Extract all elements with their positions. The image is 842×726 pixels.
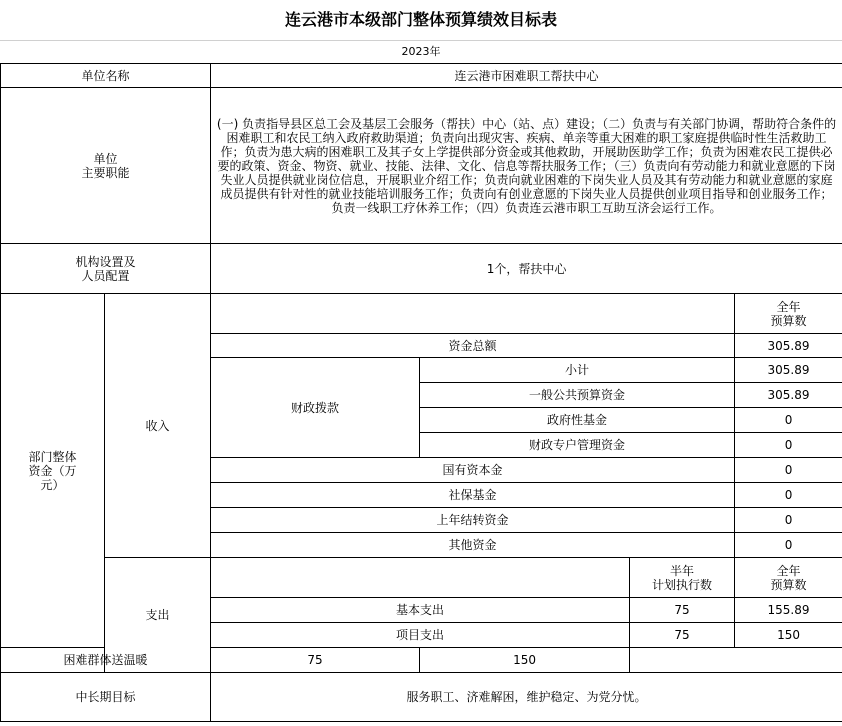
page-title: 连云港市本级部门整体预算绩效目标表 [284, 10, 557, 29]
income-header-full [735, 294, 842, 334]
expense-warmth-half: 75 [211, 648, 420, 673]
income-header-line1: 全年 [776, 299, 801, 314]
funds-label [1, 294, 105, 648]
fiscal-subtotal-label: 小计 [420, 358, 735, 383]
fiscal-special-value: 0 [735, 433, 842, 458]
fiscal-special-label: 财政专户管理资金 [420, 433, 735, 458]
other-income-label: 国有资本金 [211, 458, 735, 483]
income-header-blank [211, 294, 735, 334]
fiscal-gov-fund-value: 0 [735, 408, 842, 433]
org-value: 1个，帮扶中心 [211, 244, 842, 294]
unit-value: 连云港市困难职工帮扶中心 [211, 64, 842, 88]
other-income-value: 0 [735, 483, 842, 508]
goal-row [1, 673, 842, 722]
other-income-value: 0 [735, 458, 842, 483]
income-total-value: 305.89 [735, 334, 842, 358]
fiscal-subtotal-value: 305.89 [735, 358, 842, 383]
expense-header-half-line1: 半年 [670, 563, 695, 578]
other-income-value: 0 [735, 533, 842, 558]
expense-header-row [1, 558, 842, 598]
expense-basic-half: 75 [630, 598, 735, 623]
expense-header-blank [211, 558, 630, 598]
expense-warmth-full: 150 [420, 648, 630, 673]
income-label: 收入 [105, 294, 211, 558]
income-header-line2: 预算数 [770, 313, 807, 328]
unit-row [1, 64, 842, 88]
other-income-label: 社保基金 [211, 483, 735, 508]
expense-basic-label: 基本支出 [211, 598, 630, 623]
unit-label: 单位名称 [1, 64, 211, 88]
fiscal-general-value: 305.89 [735, 383, 842, 408]
expense-header-half-line2: 计划执行数 [652, 577, 713, 592]
funds-label-line1: 部门整体 [28, 449, 77, 464]
duties-row [1, 88, 842, 244]
duties-label-line1: 单位 [93, 151, 118, 166]
org-label [1, 244, 211, 294]
other-income-label: 上年结转资金 [211, 508, 735, 533]
budget-table [0, 63, 842, 722]
income-total-label: 资金总额 [211, 334, 735, 358]
org-row [1, 244, 842, 294]
goal-label: 中长期目标 [1, 673, 211, 722]
expense-basic-full: 155.89 [735, 598, 842, 623]
expense-header-full [735, 558, 842, 598]
fiscal-label: 财政拨款 [211, 358, 420, 458]
other-income-label: 其他资金 [211, 533, 735, 558]
fiscal-general-label: 一般公共预算资金 [420, 383, 735, 408]
org-label-line1: 机构设置及 [75, 254, 136, 269]
expense-label: 支出 [105, 558, 211, 673]
expense-project-half: 75 [630, 623, 735, 648]
expense-warmth-label: 困难群体送温暖 [1, 648, 211, 673]
other-income-value: 0 [735, 508, 842, 533]
duties-text: (一) 负责指导县区总工会及基层工会服务（帮扶）中心（站、点）建设；（二）负责与有关部门协调，帮助符合条件的困难职工和农民工纳入政府救助渠道；负责向出现灾害、疾病、单亲等重大困难的职工家庭提供临时性生活救助工作；负责为患大病的困难职工及其子女上学提供部分资金或其他救助，开展助医助学工作；负责为困难农民工提供必要的政策、资金、物资、就业、技能、法律、文化、信息等帮扶服务工作；（三）负责向有劳动能力和就业意愿的下岗失业人员提供就业岗位信息，开展职业介绍工作；负责向就业困难的下岗失业人员及其有劳动能力和就业意愿的家庭成员提供有针对性的就业技能培训服务工作；负责向有创业意愿的下岗失业人员提供创业项目指导和创业服务工作；负责一线职工疗休养工作；（四）负责连云港市职工互助互济会运行工作。 [211, 88, 842, 244]
expense-row [1, 648, 842, 673]
org-label-line2: 人员配置 [81, 268, 130, 283]
duties-label [1, 88, 211, 244]
expense-project-full: 150 [735, 623, 842, 648]
expense-header-full-line2: 预算数 [770, 577, 807, 592]
income-header-row [1, 294, 842, 334]
expense-project-label: 项目支出 [211, 623, 630, 648]
expense-header-half [630, 558, 735, 598]
fiscal-gov-fund-label: 政府性基金 [420, 408, 735, 433]
duties-label-line2: 主要职能 [81, 165, 130, 180]
goal-value: 服务职工、济难解困，维护稳定、为党分忧。 [211, 673, 842, 722]
year-label: 2023年 [0, 40, 842, 63]
expense-header-full-line1: 全年 [776, 563, 801, 578]
funds-label-line3: 元） [40, 477, 65, 492]
funds-label-line2: 资金（万 [28, 463, 77, 478]
